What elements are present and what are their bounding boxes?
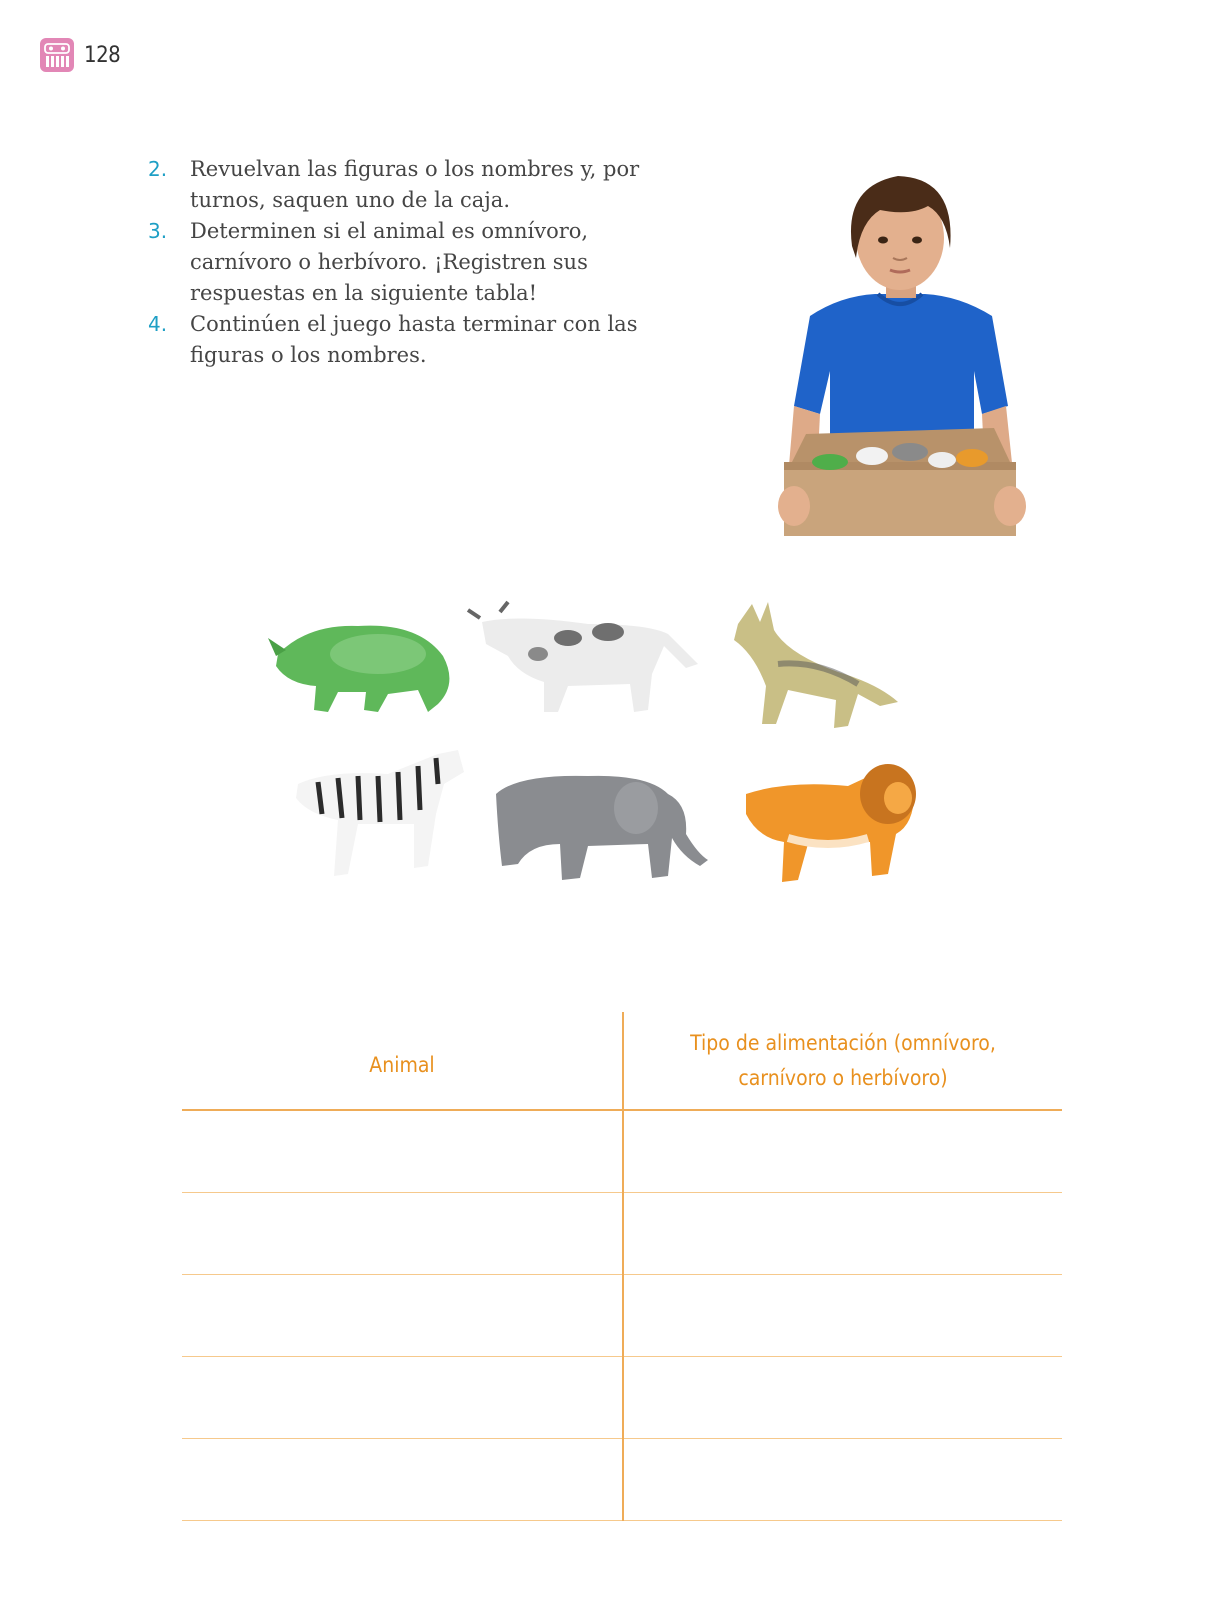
page-header [40, 38, 120, 72]
table-row [182, 1110, 1062, 1193]
instruction-number: 2. [148, 157, 168, 181]
elephant-toy [496, 776, 708, 880]
instruction-item [148, 154, 668, 216]
feeding-type-cell[interactable] [623, 1439, 1062, 1521]
table-row [182, 1357, 1062, 1439]
animal-cell[interactable] [182, 1439, 623, 1521]
toy-animals-photo [268, 594, 928, 904]
instruction-item [148, 216, 668, 309]
zebra-toy [296, 750, 464, 876]
feeding-type-table [182, 1012, 1062, 1521]
rhinoceros-toy [268, 626, 449, 712]
codex-glyph-icon [40, 38, 74, 72]
instruction-item [148, 309, 668, 371]
lion-toy [746, 764, 916, 882]
animal-cell[interactable] [182, 1110, 623, 1193]
table-row [182, 1275, 1062, 1357]
table-header-row [182, 1012, 1062, 1110]
wolf-toy [734, 602, 898, 728]
cow-toy [468, 602, 698, 712]
instruction-number: 3. [148, 219, 168, 243]
table-row [182, 1193, 1062, 1275]
table-row [182, 1439, 1062, 1521]
feeding-type-cell[interactable] [623, 1193, 1062, 1275]
animal-cell[interactable] [182, 1357, 623, 1439]
instruction-text: Revuelvan las figuras o los nombres y, por turnos, saquen uno de la caja. [190, 157, 640, 212]
header-feeding-type: Tipo de alimentación (omnívoro, carnívoro o herbívoro) [623, 1012, 1062, 1110]
feeding-type-cell[interactable] [623, 1357, 1062, 1439]
boy-holding-box-photo [760, 166, 1040, 546]
feeding-type-cell[interactable] [623, 1275, 1062, 1357]
instruction-text: Continúen el juego hasta terminar con las figuras o los nombres. [190, 312, 638, 367]
feeding-type-cell[interactable] [623, 1110, 1062, 1193]
instruction-number: 4. [148, 312, 168, 336]
instruction-text: Determinen si el animal es omnívoro, carnívoro o herbívoro. ¡Registren sus respuestas en la siguiente tabla! [190, 219, 589, 305]
page-number: 128 [84, 42, 121, 68]
animal-cell[interactable] [182, 1275, 623, 1357]
instruction-list [148, 154, 668, 371]
header-animal: Animal [182, 1012, 623, 1110]
animal-cell[interactable] [182, 1193, 623, 1275]
